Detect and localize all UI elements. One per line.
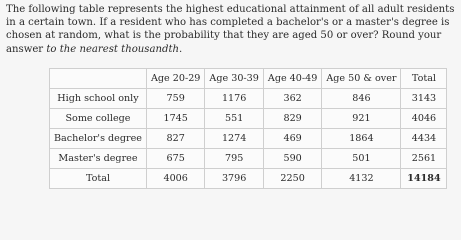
table-cell: 551 [205,109,263,129]
table-cell: 2561 [401,149,447,169]
table-cell: 4434 [401,129,447,149]
table-cell: 1176 [205,89,263,109]
question-text [6,3,458,56]
row-label: Master's degree [50,149,147,169]
table-cell: 827 [146,129,204,149]
table-cell: 829 [263,109,321,129]
table-cell: 1274 [205,129,263,149]
table-cell: 795 [205,149,263,169]
table-cell: 759 [146,89,204,109]
table-row [50,129,447,149]
table-cell: 1745 [146,109,204,129]
table-cell: 3796 [205,169,263,189]
question-main: The following table represents the highest educational attainment of all adult residents in a certain town. If a resident who has completed a bachelor's or a master's degree is chosen at random, what is the probability that they are aged 50 or over? Round your answer [6,4,455,55]
header-age-30-39: Age 30-39 [205,69,263,89]
header-age-50-over: Age 50 & over [322,69,401,89]
grand-total-cell: 14184 [401,169,447,189]
table-total-row [50,169,447,189]
table-cell: 1864 [322,129,401,149]
header-corner [50,69,147,89]
header-total: Total [401,69,447,89]
table-row [50,89,447,109]
table-cell: 921 [322,109,401,129]
table-cell: 846 [322,89,401,109]
row-label: Some college [50,109,147,129]
question-rounding-instruction: to the nearest thousandth. [46,43,183,55]
table-cell: 590 [263,149,321,169]
row-label: High school only [50,89,147,109]
table-cell: 469 [263,129,321,149]
table-cell: 501 [322,149,401,169]
header-age-20-29: Age 20-29 [146,69,204,89]
table-cell: 4006 [146,169,204,189]
table-row [50,149,447,169]
table-cell: 362 [263,89,321,109]
table-header-row [50,69,447,89]
table-cell: 675 [146,149,204,169]
table-cell: 4132 [322,169,401,189]
attainment-table [49,68,447,189]
table-cell: 3143 [401,89,447,109]
table-row [50,109,447,129]
table-cell: 4046 [401,109,447,129]
row-label: Total [50,169,147,189]
table-cell: 2250 [263,169,321,189]
row-label: Bachelor's degree [50,129,147,149]
header-age-40-49: Age 40-49 [263,69,321,89]
